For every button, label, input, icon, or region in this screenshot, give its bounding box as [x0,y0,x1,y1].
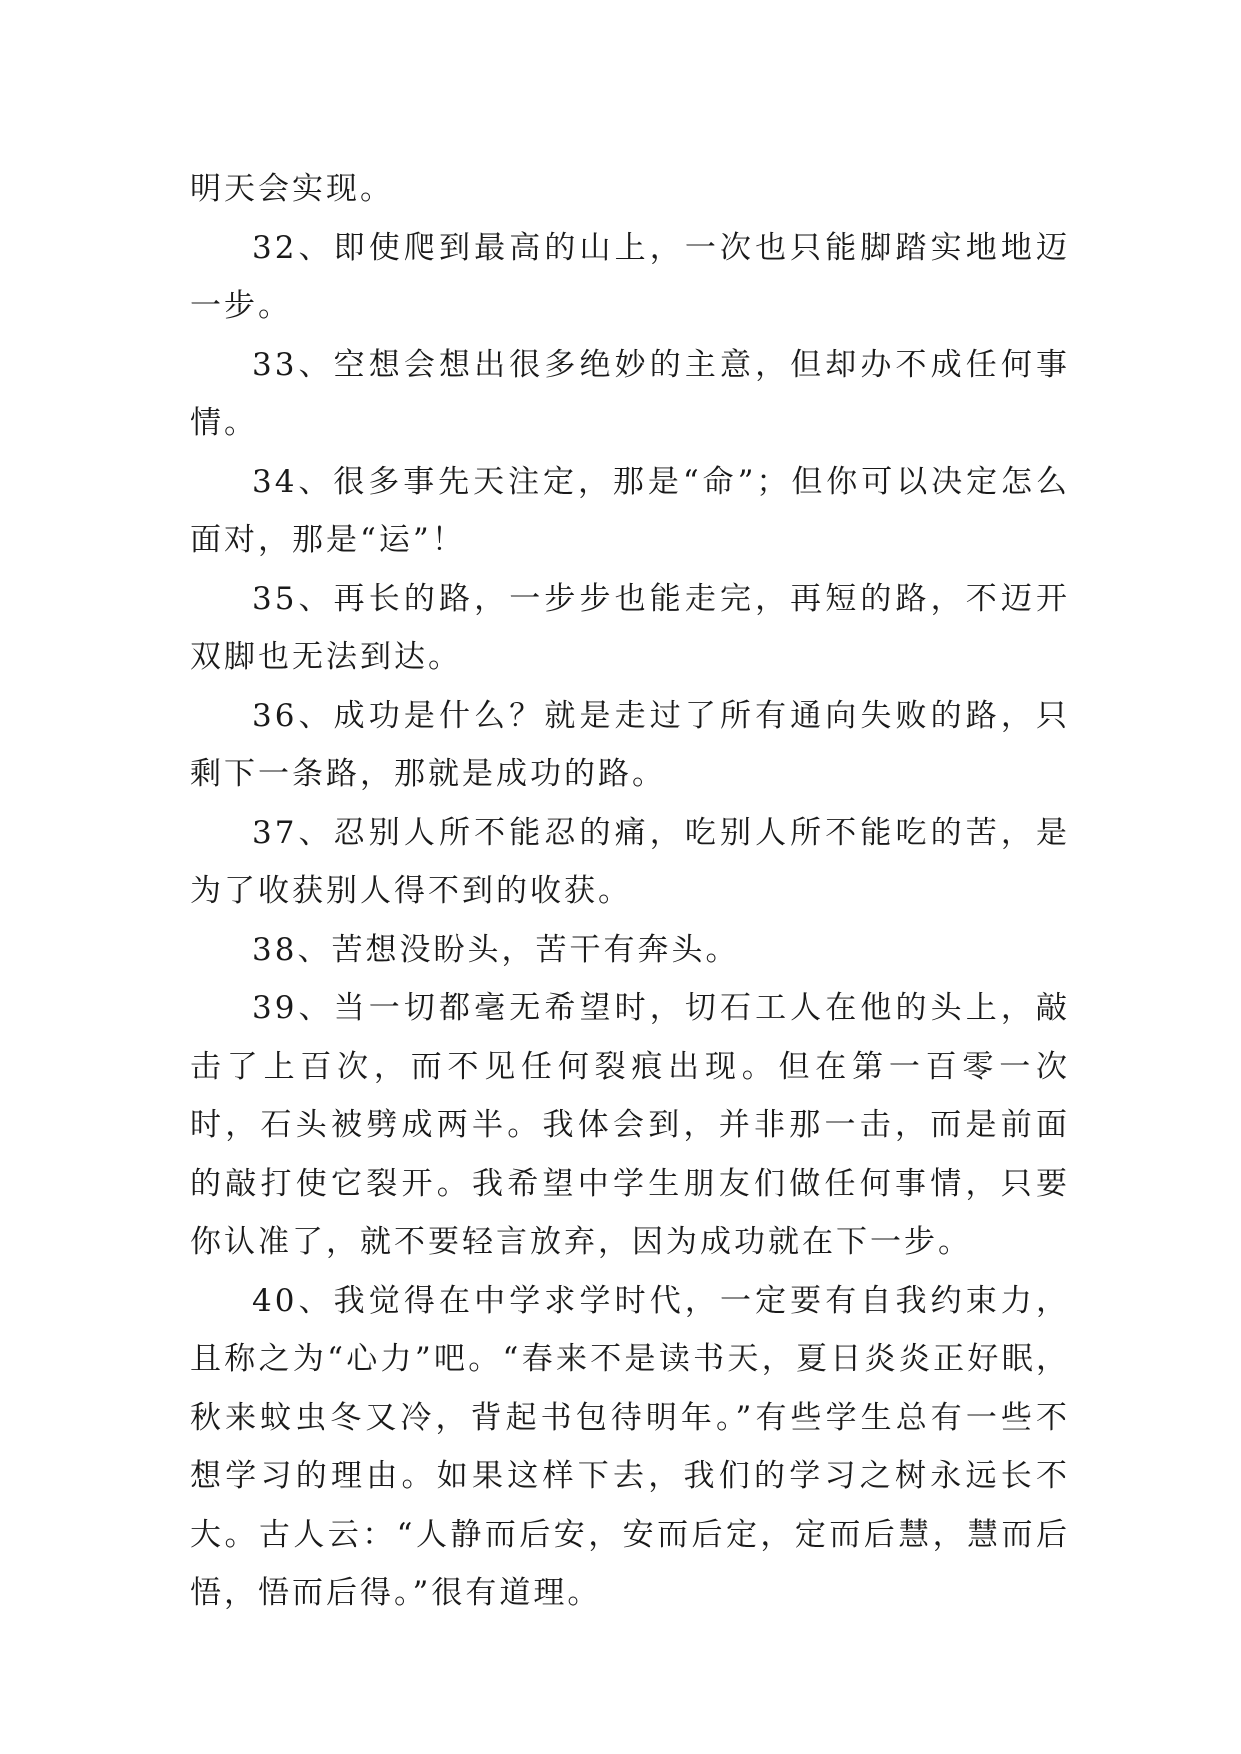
paragraph-36: 36、成功是什么？就是走过了所有通向失败的路，只剩下一条路，那就是成功的路。 [190,697,1070,792]
paragraph-continuation: 明天会实现。 [190,171,394,207]
paragraph-34: 34、很多事先天注定，那是“命”；但你可以决定怎么面对，那是“运”！ [190,463,1070,558]
document-body [190,160,1070,1623]
paragraph-40: 40、我觉得在中学求学时代，一定要有自我约束力，且称之为“心力”吧。“春来不是读书天，夏日炎炎正好眠，秋来蚊虫冬又冷，背起书包待明年。”有些学生总有一些不想学习的理由。如果这样下去，我们的学习之树永远长不大。古人云：“人静而后安，安而后定，定而后慧，慧而后悟，悟而后得。”很有道理。 [190,1282,1070,1611]
paragraph-35: 35、再长的路，一步步也能走完，再短的路，不迈开双脚也无法到达。 [190,580,1070,675]
paragraph-39: 39、当一切都毫无希望时，切石工人在他的头上，敲击了上百次，而不见任何裂痕出现。但在第一百零一次时，石头被劈成两半。我体会到，并非那一击，而是前面的敲打使它裂开。我希望中学生朋友们做任何事情，只要你认准了，就不要轻言放弃，因为成功就在下一步。 [190,990,1070,1260]
paragraph-33: 33、空想会想出很多绝妙的主意，但却办不成任何事情。 [190,346,1070,441]
paragraph-38: 38、苦想没盼头，苦干有奔头。 [252,931,740,968]
paragraph-37: 37、忍别人所不能忍的痛，吃别人所不能吃的苦，是为了收获别人得不到的收获。 [190,814,1070,909]
paragraph-32: 32、即使爬到最高的山上，一次也只能脚踏实地地迈一步。 [190,229,1070,324]
